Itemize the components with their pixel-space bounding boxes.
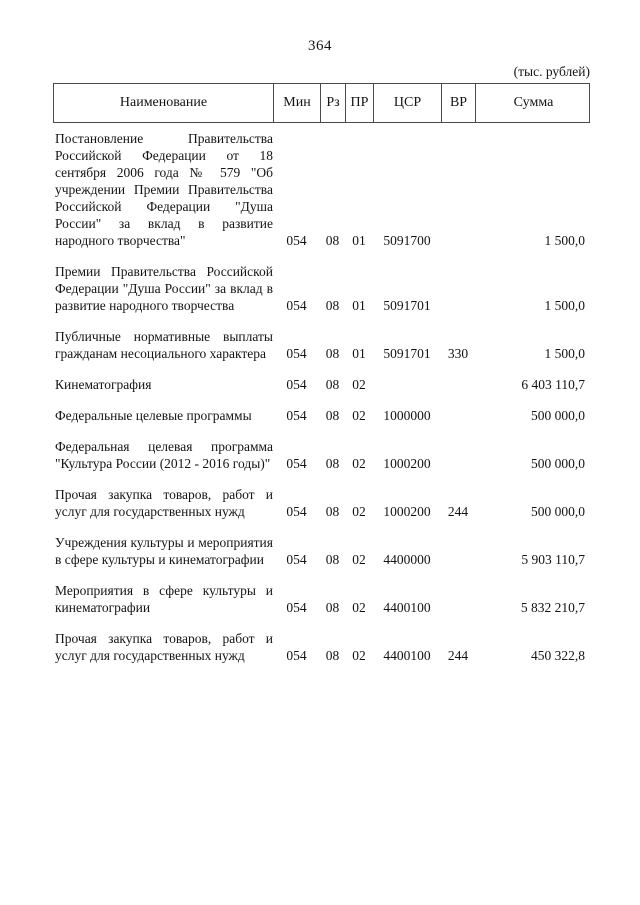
row-rz-code: 08	[325, 456, 340, 471]
row-min-code: 054	[286, 648, 307, 663]
row-csr-code: 5091701	[383, 298, 431, 313]
row-min-code: 054	[286, 504, 307, 519]
budget-table	[53, 83, 590, 664]
table-body	[53, 130, 590, 664]
row-min-code: 054	[286, 456, 307, 471]
row-sum: 1 500,0	[544, 233, 585, 248]
row-min-code: 054	[286, 408, 307, 423]
row-rz-code: 08	[325, 298, 340, 313]
row-min-code: 054	[286, 233, 307, 248]
table-row	[53, 438, 590, 472]
row-csr-code: 1000000	[383, 408, 431, 423]
row-sum: 5 903 110,7	[521, 552, 585, 567]
row-pr-code: 02	[352, 377, 366, 392]
row-sum: 500 000,0	[531, 504, 585, 519]
table-row	[53, 376, 590, 393]
row-rz-code: 08	[325, 377, 340, 392]
row-name: Прочая закупка товаров, работ и услуг для государственных нужд	[55, 487, 273, 519]
row-min-code: 054	[286, 600, 307, 615]
row-name: Кинематография	[55, 377, 152, 392]
row-sum: 450 322,8	[531, 648, 585, 663]
row-vr-code: 330	[447, 346, 469, 361]
row-csr-code: 1000200	[383, 456, 431, 471]
row-pr-code: 01	[352, 298, 366, 313]
row-min-code: 054	[286, 346, 307, 361]
row-sum: 500 000,0	[531, 456, 585, 471]
table-row	[53, 630, 590, 664]
table-row	[53, 328, 590, 362]
row-sum: 1 500,0	[544, 298, 585, 313]
row-vr-code: 244	[447, 648, 469, 663]
row-name: Публичные нормативные выплаты гражданам несоциального характера	[55, 329, 273, 361]
table-row	[53, 130, 590, 249]
header-cell-csr: ЦСР	[374, 84, 442, 122]
row-name: Постановление Правительства Российской Федерации от 18 сентября 2006 года № 579 "Об учреждении Премии Правительства Российской Федерации "Душа России" за вклад в развитие народного творчества"	[55, 131, 273, 248]
row-pr-code: 01	[352, 346, 366, 361]
row-sum: 6 403 110,7	[521, 377, 585, 392]
header-cell-pr: ПР	[346, 84, 374, 122]
row-name: Федеральная целевая программа "Культура России (2012 - 2016 годы)"	[55, 439, 273, 471]
table-row	[53, 263, 590, 314]
row-pr-code: 02	[352, 552, 366, 567]
row-pr-code: 02	[352, 600, 366, 615]
table-header-row	[53, 83, 590, 123]
row-rz-code: 08	[325, 600, 340, 615]
row-rz-code: 08	[325, 408, 340, 423]
row-csr-code: 5091700	[383, 233, 431, 248]
units-note: (тыс. рублей)	[513, 64, 590, 79]
row-rz-code: 08	[325, 346, 340, 361]
table-row	[53, 486, 590, 520]
row-pr-code: 02	[352, 504, 366, 519]
row-sum: 5 832 210,7	[520, 600, 585, 615]
row-pr-code: 02	[352, 648, 366, 663]
row-rz-code: 08	[325, 233, 340, 248]
row-name: Мероприятия в сфере культуры и кинематографии	[55, 583, 273, 615]
table-row	[53, 407, 590, 424]
row-min-code: 054	[286, 298, 307, 313]
row-name: Учреждения культуры и мероприятия в сфере культуры и кинематографии	[55, 535, 273, 567]
header-cell-vr: ВР	[442, 84, 476, 122]
row-csr-code: 4400100	[383, 600, 431, 615]
table-row	[53, 534, 590, 568]
row-pr-code: 02	[352, 408, 366, 423]
row-rz-code: 08	[325, 648, 340, 663]
row-min-code: 054	[286, 377, 307, 392]
row-sum: 1 500,0	[544, 346, 585, 361]
row-rz-code: 08	[325, 552, 340, 567]
row-name: Премии Правительства Российской Федерации "Душа России" за вклад в развитие народного творчества	[55, 264, 273, 313]
row-csr-code: 1000200	[383, 504, 431, 519]
header-cell-rz: Рз	[321, 84, 346, 122]
row-name: Федеральные целевые программы	[55, 408, 252, 423]
row-sum: 500 000,0	[531, 408, 585, 423]
table-row	[53, 582, 590, 616]
row-csr-code: 4400100	[383, 648, 431, 663]
row-csr-code: 5091701	[383, 346, 431, 361]
header-cell-min: Мин	[274, 84, 321, 122]
row-csr-code: 4400000	[383, 552, 431, 567]
row-rz-code: 08	[325, 504, 340, 519]
row-pr-code: 01	[352, 233, 366, 248]
page-number: 364	[308, 38, 332, 54]
row-name: Прочая закупка товаров, работ и услуг для государственных нужд	[55, 631, 273, 663]
row-vr-code: 244	[447, 504, 469, 519]
header-cell-name: Наименование	[54, 84, 274, 122]
row-pr-code: 02	[352, 456, 366, 471]
header-cell-sum: Сумма	[513, 95, 554, 110]
row-min-code: 054	[286, 552, 307, 567]
